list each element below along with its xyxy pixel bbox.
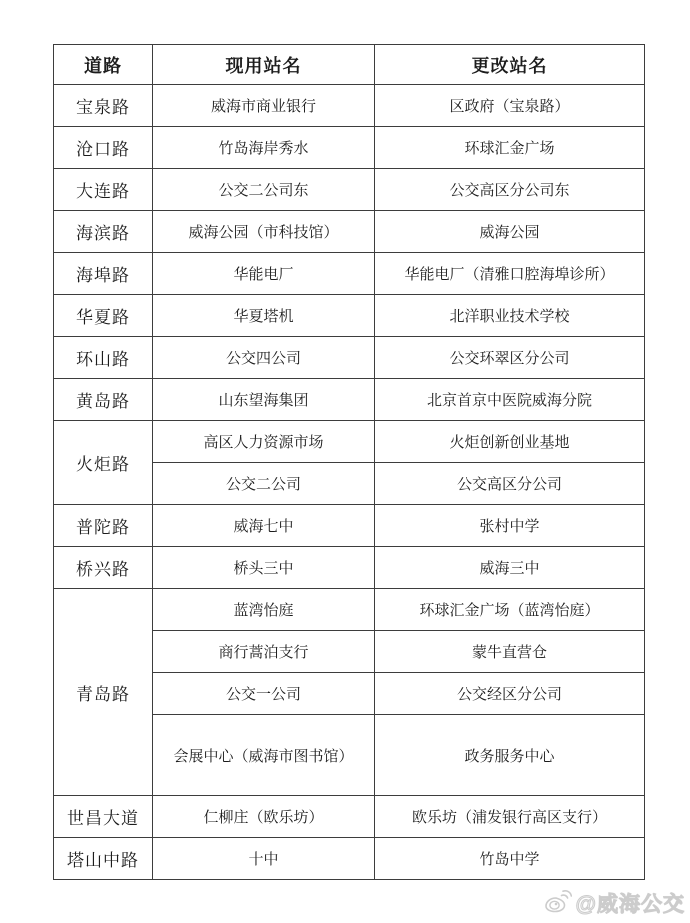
road-name-cell: 环山路 <box>54 337 153 379</box>
new-station-cell: 公交高区分公司 <box>375 463 645 505</box>
current-station-cell: 商行蒿泊支行 <box>153 631 375 673</box>
road-name-cell: 大连路 <box>54 169 153 211</box>
road-name-cell: 黄岛路 <box>54 379 153 421</box>
road-name-cell: 华夏路 <box>54 295 153 337</box>
current-station-cell: 华能电厂 <box>153 253 375 295</box>
current-station-cell: 公交二公司东 <box>153 169 375 211</box>
new-station-cell: 蒙牛直营仓 <box>375 631 645 673</box>
current-station-cell: 华夏塔机 <box>153 295 375 337</box>
column-header-current-name: 现用站名 <box>153 45 375 85</box>
current-station-cell: 公交二公司 <box>153 463 375 505</box>
current-station-cell: 山东望海集团 <box>153 379 375 421</box>
current-station-cell: 十中 <box>153 838 375 880</box>
road-name-cell: 世昌大道 <box>54 796 153 838</box>
current-station-cell: 桥头三中 <box>153 547 375 589</box>
new-station-cell: 北京首京中医院威海分院 <box>375 379 645 421</box>
table-row <box>54 253 645 295</box>
new-station-cell: 环球汇金广场（蓝湾怡庭） <box>375 589 645 631</box>
new-station-cell: 火炬创新创业基地 <box>375 421 645 463</box>
table-row <box>54 379 645 421</box>
new-station-cell: 华能电厂（清雅口腔海埠诊所） <box>375 253 645 295</box>
table-body <box>54 85 645 880</box>
weibo-icon <box>544 889 572 918</box>
table-row <box>54 421 645 463</box>
current-station-cell: 公交四公司 <box>153 337 375 379</box>
table-row <box>54 169 645 211</box>
road-name-cell: 海埠路 <box>54 253 153 295</box>
table-row <box>54 796 645 838</box>
new-station-cell: 张村中学 <box>375 505 645 547</box>
table-row <box>54 547 645 589</box>
road-name-cell: 沧口路 <box>54 127 153 169</box>
table-row <box>54 211 645 253</box>
table-row <box>54 337 645 379</box>
new-station-cell: 政务服务中心 <box>375 715 645 796</box>
current-station-cell: 公交一公司 <box>153 673 375 715</box>
column-header-road: 道路 <box>54 45 153 85</box>
table-row <box>54 505 645 547</box>
weibo-watermark <box>544 888 685 918</box>
table-header <box>54 45 645 85</box>
current-station-cell: 威海市商业银行 <box>153 85 375 127</box>
road-name-cell: 普陀路 <box>54 505 153 547</box>
column-header-new-name: 更改站名 <box>375 45 645 85</box>
new-station-cell: 北洋职业技术学校 <box>375 295 645 337</box>
road-name-cell: 塔山中路 <box>54 838 153 880</box>
table-row <box>54 127 645 169</box>
header-row <box>54 45 645 85</box>
new-station-cell: 公交环翠区分公司 <box>375 337 645 379</box>
new-station-cell: 威海三中 <box>375 547 645 589</box>
watermark-text: @威海公交 <box>575 893 685 916</box>
current-station-cell: 威海七中 <box>153 505 375 547</box>
table-row <box>54 838 645 880</box>
new-station-cell: 环球汇金广场 <box>375 127 645 169</box>
table-row <box>54 295 645 337</box>
current-station-cell: 仁柳庄（欧乐坊） <box>153 796 375 838</box>
new-station-cell: 竹岛中学 <box>375 838 645 880</box>
road-name-cell: 海滨路 <box>54 211 153 253</box>
road-name-cell: 火炬路 <box>54 421 153 505</box>
current-station-cell: 威海公园（市科技馆） <box>153 211 375 253</box>
road-name-cell: 青岛路 <box>54 589 153 796</box>
new-station-cell: 区政府（宝泉路） <box>375 85 645 127</box>
road-name-cell: 宝泉路 <box>54 85 153 127</box>
current-station-cell: 高区人力资源市场 <box>153 421 375 463</box>
new-station-cell: 公交经区分公司 <box>375 673 645 715</box>
new-station-cell: 欧乐坊（浦发银行高区支行） <box>375 796 645 838</box>
table-row <box>54 589 645 631</box>
current-station-cell: 蓝湾怡庭 <box>153 589 375 631</box>
current-station-cell: 竹岛海岸秀水 <box>153 127 375 169</box>
road-name-cell: 桥兴路 <box>54 547 153 589</box>
new-station-cell: 威海公园 <box>375 211 645 253</box>
new-station-cell: 公交高区分公司东 <box>375 169 645 211</box>
table-row <box>54 85 645 127</box>
current-station-cell: 会展中心（威海市图书馆） <box>153 715 375 796</box>
station-rename-table <box>53 44 645 880</box>
